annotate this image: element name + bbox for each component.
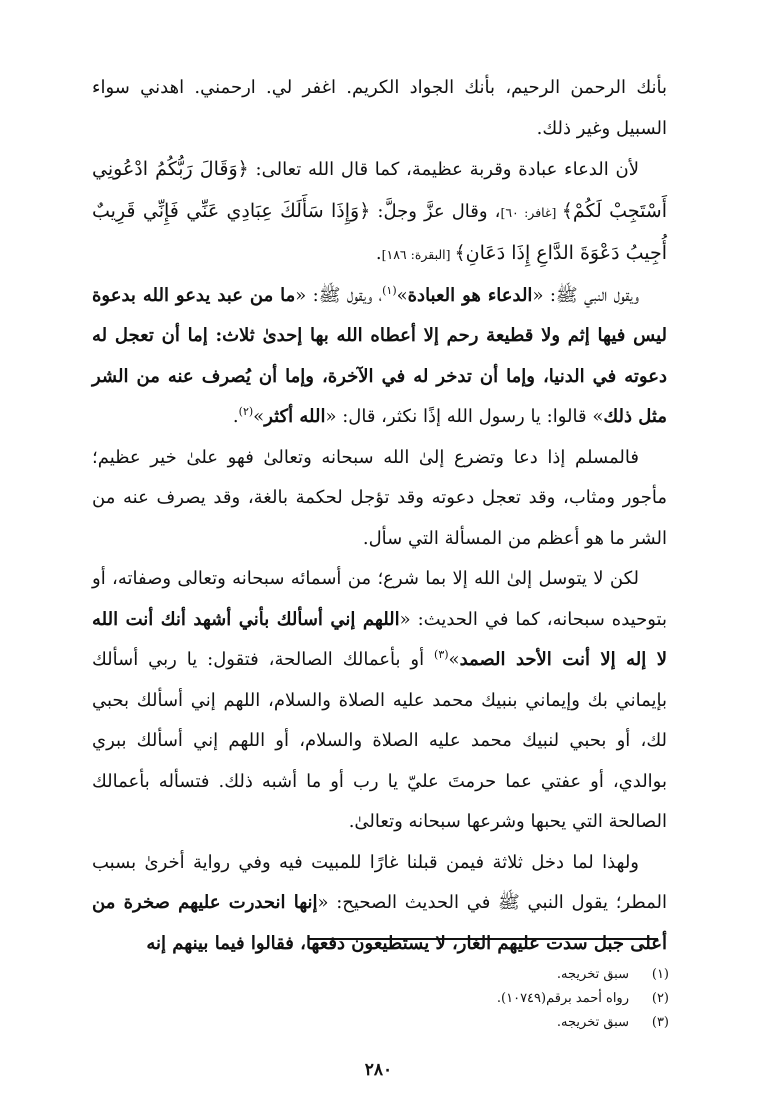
quran-verse: ﴿وَإِذَا سَأَلَكَ عِبَادِي عَنِّي فَإِنِّي قَرِيبٌ أُجِيبُ دَعْوَةَ الدَّاعِ إِذَا دَعَانِ﴾	[92, 199, 667, 264]
footnote-number: (١)	[651, 967, 669, 982]
hadith-text: إنها انحدرت عليهم صخرة من أعلى جبل سدت عليهم الغار، لا يستطيعون دفعها، فقالوا فيما بينهم إنه	[92, 892, 667, 954]
text-segment: ويقول النبي ﷺ: «	[532, 284, 639, 306]
footnote-marker: (١)	[382, 283, 397, 297]
footnote-marker: (٣)	[434, 648, 449, 661]
footnote-item	[94, 987, 669, 1011]
footnote-item	[94, 1011, 669, 1035]
paragraph-4	[92, 438, 667, 560]
page-number: ٢٨٠	[364, 1060, 393, 1080]
main-text	[92, 68, 667, 964]
footnote-text: سبق تخريجه.	[556, 1015, 629, 1030]
hadith-text: اللهم إني أسألك بأني أشهد أنك أنت الله لا إله إلا أنت الأحد الصمد	[92, 608, 668, 670]
hadith-text: الدعاء هو العبادة	[407, 284, 533, 306]
text-segment: .	[375, 243, 382, 264]
hadith-text: ما من عبد يدعو الله بدعوة ليس فيها إثم ولا قطيعة رحم إلا أعطاه الله بها إحدىٰ ثلاث: إما أن تعجل له دعوته في الدنيا، وإما أن تدخر له في الآخرة، وإما أن يُصرف عنه من الشر مثل ذلك	[92, 284, 667, 427]
footnote-text: سبق تخريجه.	[556, 967, 629, 982]
text-segment: ، وقال عزَّ وجلَّ:	[370, 200, 501, 222]
text-segment: ولهذا لما دخل ثلاثة فيمن قبلنا غارًا للمبيت فيه وفي رواية أخرىٰ بسبب المطر؛ يقول النبي ﷺ في الحديث الصحيح: «	[92, 851, 668, 913]
paragraph-6	[92, 843, 667, 965]
paragraph-3	[92, 276, 667, 438]
footnotes	[94, 963, 669, 1035]
hadith-text: الله أكثر	[264, 406, 326, 427]
paragraph-2	[92, 149, 667, 276]
footnote-number: (٢)	[651, 991, 669, 1006]
text-segment: لكن لا يتوسل إلىٰ الله إلا بما شرع؛ من أسمائه سبحانه وتعالى وصفاته، أو بتوحيده سبحانه، كما في الحديث: «	[92, 568, 667, 630]
quran-verse: ﴿وَقَالَ رَبُّكُمُ ادْعُونِي أَسْتَجِبْ لَكُمْ﴾	[92, 158, 668, 222]
text-segment: »	[396, 284, 408, 306]
footnote-divider	[308, 938, 658, 940]
paragraph-1	[92, 68, 667, 149]
text-segment: .	[232, 406, 239, 427]
footnote-marker: (٢)	[238, 405, 254, 418]
text-segment: »	[448, 649, 460, 670]
text-segment: فالمسلم إذا دعا وتضرع إلىٰ الله سبحانه وتعالىٰ فهو علىٰ خير عظيم؛ مأجور ومثاب، وقد تعجل دعوته وقد تؤجل لحكمة بالغة، وقد يصرف عنه من الشر ما هو أعظم من المسألة التي سأل.	[92, 446, 667, 549]
footnote-text: رواه أحمد برقم(١٠٧٤٩).	[496, 991, 629, 1006]
paragraph-5	[92, 559, 667, 843]
text-segment: »	[253, 406, 265, 427]
footnote-number: (٣)	[651, 1015, 669, 1030]
text-segment: ، ويقول ﷺ: «	[295, 284, 383, 306]
verse-reference: [غافر: ٦٠]	[500, 204, 562, 220]
verse-reference: [البقرة: ١٨٦]	[381, 247, 455, 262]
text-segment: بأنك الرحمن الرحيم، بأنك الجواد الكريم. اغفر لي. ارحمني. اهدني سواء السبيل وغير ذلك.	[92, 77, 667, 139]
text-segment: أو بأعمالك الصالحة، فتقول: يا ربي أسألك بإيماني بك وإيماني بنبيك محمد عليه الصلاة والسلام، اللهم إني أسألك بحبي لك، أو بحبي لنبيك محمد عليه الصلاة والسلام، أو اللهم إني أسألك ببري بوالدي، أو عفتي عما حرمتَ عليّ يا رب أو ما أشبه ذلك. فتسأله بأعمالك الصالحة التي يحبها وشرعها سبحانه وتعالىٰ.	[92, 649, 667, 832]
text-segment: لأن الدعاء عبادة وقربة عظيمة، كما قال الله تعالى:	[248, 159, 639, 180]
footnote-item	[94, 963, 669, 987]
text-segment: » قالوا: يا رسول الله إذًا نكثر، قال: «	[325, 406, 604, 427]
